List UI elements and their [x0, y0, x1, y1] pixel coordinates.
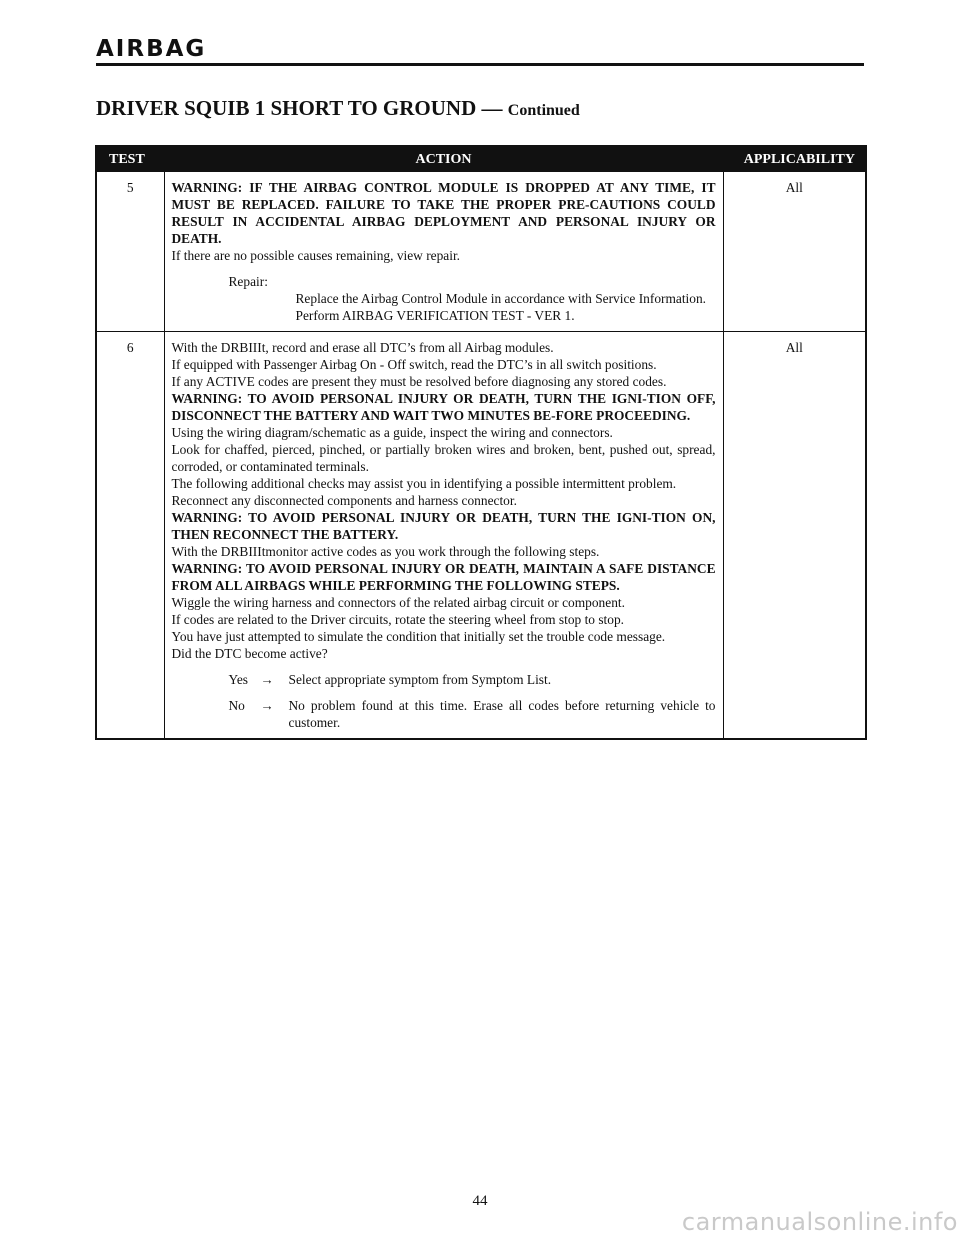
warning-text: WARNING: IF THE AIRBAG CONTROL MODULE IS DROPPED AT ANY TIME, IT MUST BE REPLACED. FAILURE TO TAKE THE PROPER PRE-CAUTIONS COULD RESULT IN ACCIDENTAL AIRBAG DEPLOYMENT AND PERSONAL INJURY OR DEATH.	[171, 180, 716, 246]
table-row-test-6	[96, 332, 866, 740]
action-text: If any ACTIVE codes are present they must be resolved before diagnosing any stored codes.	[171, 374, 667, 389]
action-cell	[164, 172, 723, 332]
page-heading	[96, 96, 580, 121]
header-rule	[96, 63, 864, 66]
action-text: Using the wiring diagram/schematic as a guide, inspect the wiring and connectors.	[171, 425, 613, 440]
action-text: If there are no possible causes remaining, view repair.	[171, 248, 461, 263]
action-cell	[164, 332, 723, 740]
action-text: The following additional checks may assist you in identifying a possible intermittent problem.	[171, 476, 677, 491]
col-header-action: ACTION	[164, 146, 723, 172]
applicability-cell: All	[723, 172, 866, 332]
warning-text: WARNING: TO AVOID PERSONAL INJURY OR DEATH, MAINTAIN A SAFE DISTANCE FROM ALL AIRBAGS WHILE PERFORMING THE FOLLOWING STEPS.	[171, 561, 716, 593]
option-yes	[229, 671, 716, 688]
option-no-label: No	[228, 698, 245, 713]
page-number: 44	[472, 1193, 488, 1209]
diagnostic-table	[95, 145, 867, 740]
option-yes-label: Yes	[228, 672, 248, 687]
heading-continued: Continued	[507, 102, 580, 119]
section-title: AIRBAG	[96, 36, 207, 62]
action-text: Reconnect any disconnected components and harness connector.	[171, 493, 517, 508]
table-header-row	[96, 146, 866, 172]
warning-text: WARNING: TO AVOID PERSONAL INJURY OR DEATH, TURN THE IGNI-TION ON, THEN RECONNECT THE BATTERY.	[171, 510, 716, 542]
repair-step: Replace the Airbag Control Module in accordance with Service Information.	[295, 291, 707, 306]
action-text: Wiggle the wiring harness and connectors of the related airbag circuit or component.	[171, 595, 625, 610]
question-text: Did the DTC become active?	[171, 646, 328, 661]
action-text: With the DRBIIIt, record and erase all DTC’s from all Airbag modules.	[171, 340, 554, 355]
arrow-right-icon: →	[260, 672, 274, 687]
option-yes-text: Select appropriate symptom from Symptom List.	[288, 672, 552, 687]
repair-label: Repair:	[228, 274, 268, 289]
action-text: If codes are related to the Driver circuits, rotate the steering wheel from stop to stop.	[171, 612, 625, 627]
test-number: 5	[96, 172, 164, 332]
repair-step: Perform AIRBAG VERIFICATION TEST - VER 1.	[295, 308, 575, 323]
applicability-cell: All	[723, 332, 866, 740]
action-text: Look for chaffed, pierced, pinched, or partially broken wires and broken, bent, pushed out, spread, corroded, or contaminated terminals.	[171, 442, 716, 474]
col-header-applicability: APPLICABILITY	[723, 146, 866, 172]
arrow-right-icon: →	[260, 698, 274, 713]
test-number: 6	[96, 332, 164, 740]
action-text: With the DRBIIItmonitor active codes as you work through the following steps.	[171, 544, 600, 559]
col-header-test: TEST	[96, 146, 164, 172]
option-no-text: No problem found at this time. Erase all codes before returning vehicle to customer.	[288, 698, 716, 730]
action-text: You have just attempted to simulate the condition that initially set the trouble code message.	[171, 629, 666, 644]
table-row-test-5	[96, 172, 866, 332]
heading-title: DRIVER SQUIB 1 SHORT TO GROUND —	[96, 96, 503, 120]
action-text: If equipped with Passenger Airbag On - Off switch, read the DTC’s in all switch positions.	[171, 357, 657, 372]
warning-text: WARNING: TO AVOID PERSONAL INJURY OR DEATH, TURN THE IGNI-TION OFF, DISCONNECT THE BATTERY AND WAIT TWO MINUTES BE-FORE PROCEEDING.	[171, 391, 716, 423]
watermark: carmanualsonline.info	[681, 1208, 958, 1236]
option-no	[229, 697, 716, 731]
